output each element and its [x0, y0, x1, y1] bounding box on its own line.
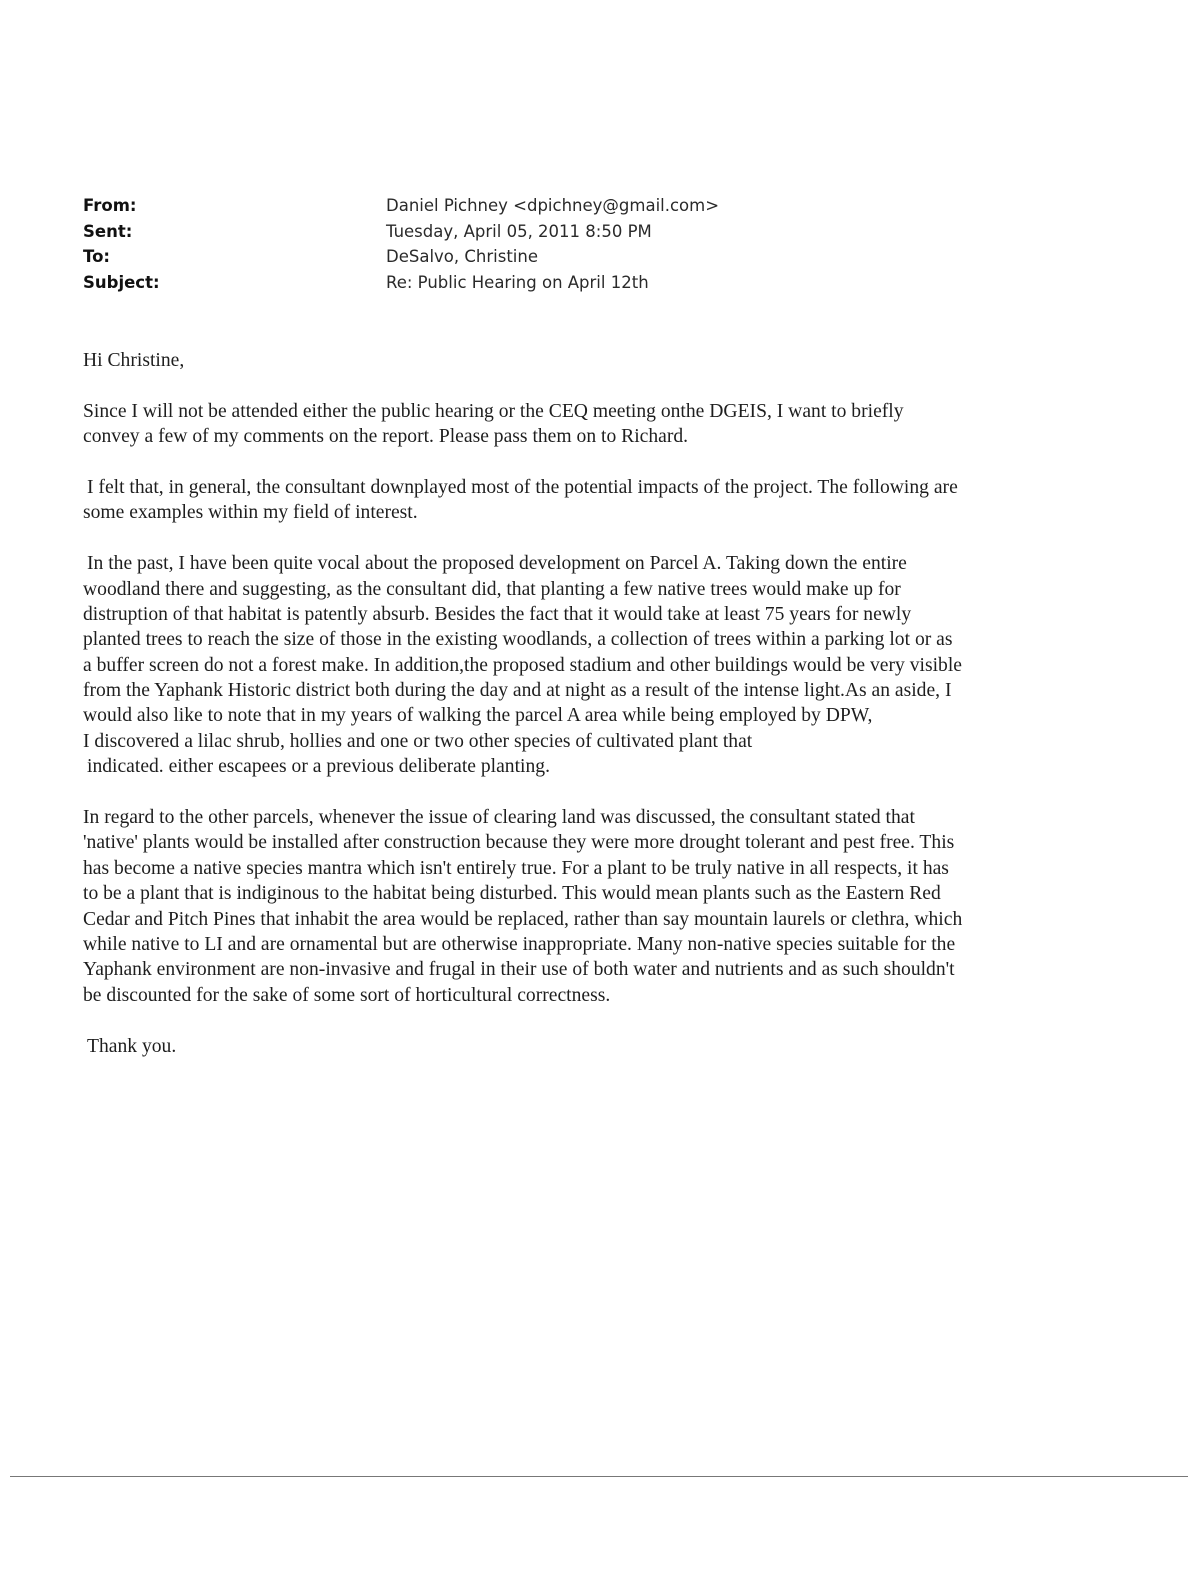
body-line: In the past, I have been quite vocal about the proposed development on Parcel A. Taking down the entire: [87, 553, 907, 575]
body-line: has become a native species mantra which isn't entirely true. For a plant to be truly native in all respects, it has: [83, 857, 949, 879]
body-line: In regard to the other parcels, whenever the issue of clearing land was discussed, the consultant stated that: [83, 807, 915, 829]
paragraph-4: [83, 805, 1163, 1008]
to-value: DeSalvo, Christine: [386, 247, 538, 266]
sent-value: Tuesday, April 05, 2011 8:50 PM: [386, 221, 652, 241]
closing: Thank you.: [87, 1035, 177, 1057]
body-line: planted trees to reach the size of those in the existing woodlands, a collection of trees within a parking lot or as: [83, 629, 953, 651]
body-line: some examples within my field of interest.: [83, 502, 418, 524]
email-header: [83, 193, 783, 295]
body-line: Yaphank environment are non-invasive and frugal in their use of both water and nutrients and as such shouldn't: [83, 959, 955, 981]
from-label: From:: [83, 196, 137, 215]
body-line: indicated. either escapees or a previous deliberate planting.: [87, 756, 550, 778]
paragraph-1: [83, 399, 1163, 450]
body-line: I discovered a lilac shrub, hollies and one or two other species of cultivated plant that: [83, 730, 753, 752]
body-line: from the Yaphank Historic district both during the day and at night as a result of the intense light.As an aside, I: [83, 680, 952, 702]
body-line: while native to LI and are ornamental but are otherwise inappropriate. Many non-native species suitable for the: [83, 933, 956, 955]
body-line: woodland there and suggesting, as the consultant did, that planting a few native trees would make up for: [83, 578, 901, 600]
paragraph-gap: [83, 373, 1163, 398]
paragraph-2: [83, 475, 1163, 526]
from-value: Daniel Pichney <dpichney@gmail.com>: [386, 196, 720, 215]
paragraph-gap: [83, 526, 1163, 551]
paragraph-gap: [83, 450, 1163, 475]
email-body: [83, 348, 1163, 1059]
body-line: be discounted for the sake of some sort of horticultural correctness.: [83, 984, 611, 1006]
body-line: convey a few of my comments on the report. Please pass them on to Richard.: [83, 426, 689, 448]
paragraph-gap: [83, 1008, 1163, 1033]
sent-row: [83, 219, 783, 245]
body-line: to be a plant that is indiginous to the habitat being disturbed. This would mean plants such as the Eastern Red: [83, 883, 941, 905]
to-row: [83, 244, 783, 270]
from-row: [83, 193, 783, 219]
to-label: To:: [83, 247, 110, 266]
body-line: 'native' plants would be installed after construction because they were more drought tolerant and pest free. This: [83, 832, 955, 854]
greeting: Hi Christine,: [83, 350, 185, 371]
body-line: Cedar and Pitch Pines that inhabit the area would be replaced, rather than say mountain laurels or clethra, which: [83, 908, 963, 930]
subject-value: Re: Public Hearing on April 12th: [386, 272, 649, 292]
body-line: would also like to note that in my years of walking the parcel A area while being employed by DPW,: [83, 705, 873, 727]
sent-label: Sent:: [83, 221, 133, 241]
paragraph-3: [83, 551, 1163, 780]
body-line: a buffer screen do not a forest make. In addition,the proposed stadium and other buildings would be very visible: [83, 654, 962, 676]
body-line: Since I will not be attended either the public hearing or the CEQ meeting onthe DGEIS, I want to briefly: [83, 400, 904, 422]
page-divider: [10, 1476, 1188, 1477]
body-line: distruption of that habitat is patently absurb. Besides the fact that it would take at least 75 years for newly: [83, 603, 912, 625]
subject-row: [83, 270, 783, 296]
body-line: I felt that, in general, the consultant downplayed most of the potential impacts of the project. The following are: [87, 476, 958, 498]
paragraph-gap: [83, 780, 1163, 805]
subject-label: Subject:: [83, 272, 160, 292]
